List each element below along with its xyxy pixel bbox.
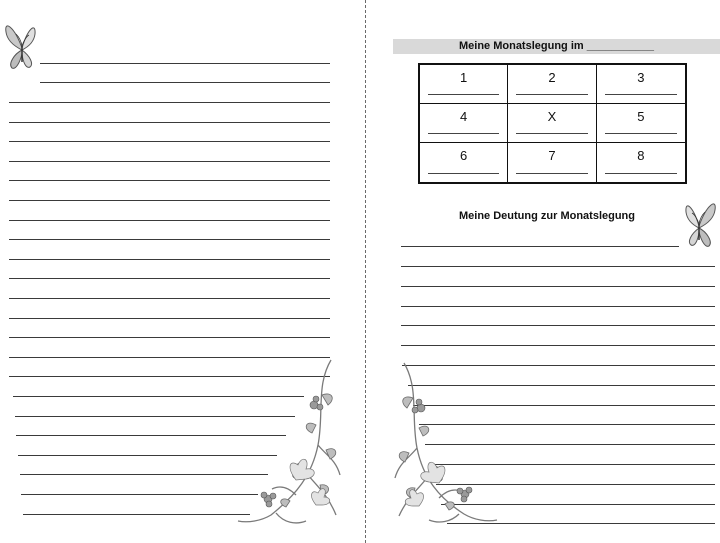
cell-number: 2 (548, 70, 556, 85)
writing-line (9, 278, 330, 279)
writing-line (401, 325, 715, 326)
butterfly-icon (2, 18, 42, 80)
page-fold-line (365, 0, 366, 543)
writing-line (23, 514, 250, 515)
writing-line (9, 141, 330, 142)
writing-line (9, 220, 330, 221)
floral-corner-icon (236, 355, 346, 530)
interpretation-heading: Meine Deutung zur Monatslegung (459, 210, 635, 222)
writing-line (20, 474, 268, 475)
writing-line (9, 239, 330, 240)
writing-line (401, 345, 715, 346)
writing-line (9, 259, 330, 260)
writing-line (9, 161, 330, 162)
cell-number: 1 (460, 70, 468, 85)
cell-number: 4 (460, 109, 468, 124)
writing-line (9, 298, 330, 299)
cell-number: 5 (637, 109, 645, 124)
writing-line (401, 306, 715, 307)
writing-line (9, 180, 330, 181)
writing-line (40, 82, 330, 83)
writing-line (9, 200, 330, 201)
writing-line (21, 494, 258, 495)
floral-corner-icon (389, 358, 499, 528)
writing-line (9, 318, 330, 319)
writing-line (9, 102, 330, 103)
writing-line (40, 63, 330, 64)
header-title: Meine Monatslegung im ___________ (458, 40, 655, 52)
cell-number: 7 (548, 148, 556, 163)
cell-number: X (547, 109, 557, 124)
writing-line (401, 246, 679, 247)
writing-line (401, 286, 715, 287)
cell-number: 8 (637, 148, 645, 163)
cell-number: 6 (460, 148, 468, 163)
writing-line (401, 266, 715, 267)
right-journal-page (367, 0, 720, 543)
writing-line (9, 122, 330, 123)
cell-number: 3 (637, 70, 645, 85)
writing-line (9, 337, 330, 338)
butterfly-icon (679, 196, 719, 258)
